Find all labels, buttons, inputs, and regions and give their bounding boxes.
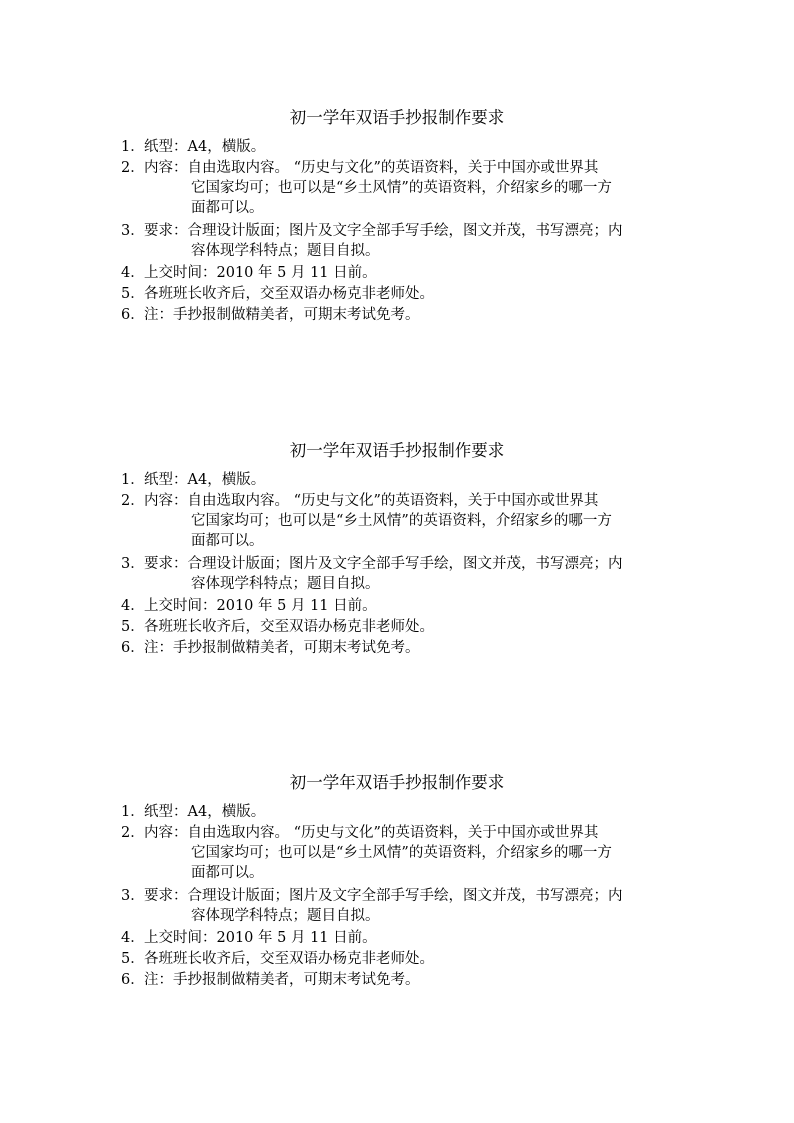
item-number: 4． <box>121 930 145 946</box>
item-text-continued: 面都可以。 <box>191 533 264 549</box>
item-number: 5． <box>121 619 145 635</box>
list-item <box>121 928 681 948</box>
item-number: 6． <box>121 972 145 988</box>
list-item <box>121 158 681 218</box>
list-item <box>121 823 681 883</box>
item-number: 6． <box>121 640 145 656</box>
item-text: 各班班长收齐后，交至双语办杨克非老师处。 <box>144 951 434 967</box>
item-text: 要求：合理设计版面；图片及文字全部手写手绘，图文并茂，书写漂亮；内 <box>144 223 623 239</box>
list-item <box>121 886 681 926</box>
item-number: 6． <box>121 307 145 323</box>
item-text: 内容：自由选取内容。 “历史与文化”的英语资料，关于中国亦或世界其 <box>144 493 599 509</box>
item-text-continued: 它国家均可；也可以是“乡土风情”的英语资料，介绍家乡的哪一方 <box>191 513 612 529</box>
list-item <box>121 491 681 551</box>
list-item <box>121 470 681 490</box>
item-text: 纸型：A4，横版。 <box>144 139 266 155</box>
list-item <box>121 596 681 616</box>
item-text-continued: 它国家均可；也可以是“乡土风情”的英语资料，介绍家乡的哪一方 <box>191 180 612 196</box>
item-text-continued: 它国家均可；也可以是“乡土风情”的英语资料，介绍家乡的哪一方 <box>191 845 612 861</box>
item-number: 3． <box>121 888 145 904</box>
item-number: 5． <box>121 951 145 967</box>
item-number: 4． <box>121 598 145 614</box>
list-item <box>121 970 681 990</box>
item-number: 3． <box>121 223 145 239</box>
list-item <box>121 949 681 969</box>
list-item <box>121 305 681 325</box>
item-text-continued: 容体现学科特点；题目自拟。 <box>191 908 380 924</box>
item-text: 各班班长收齐后，交至双语办杨克非老师处。 <box>144 286 434 302</box>
item-text-continued: 容体现学科特点；题目自拟。 <box>191 243 380 259</box>
item-text: 上交时间：2010 年 5 月 11 日前。 <box>144 930 377 946</box>
list-item <box>121 554 681 594</box>
item-text: 内容：自由选取内容。 “历史与文化”的英语资料，关于中国亦或世界其 <box>144 160 599 176</box>
item-number: 2． <box>121 825 145 841</box>
item-text-continued: 面都可以。 <box>191 200 264 216</box>
block-title: 初一学年双语手抄报制作要求 <box>289 108 505 127</box>
item-text: 要求：合理设计版面；图片及文字全部手写手绘，图文并茂，书写漂亮；内 <box>144 556 623 572</box>
item-number: 1． <box>121 804 145 820</box>
item-number: 2． <box>121 493 145 509</box>
item-text: 上交时间：2010 年 5 月 11 日前。 <box>144 598 377 614</box>
list-item <box>121 137 681 157</box>
list-item <box>121 263 681 283</box>
item-text: 纸型：A4，横版。 <box>144 472 266 488</box>
item-text-continued: 面都可以。 <box>191 865 264 881</box>
item-number: 3． <box>121 556 145 572</box>
item-text: 上交时间：2010 年 5 月 11 日前。 <box>144 265 377 281</box>
block-title: 初一学年双语手抄报制作要求 <box>289 441 505 460</box>
item-text: 注：手抄报制做精美者，可期末考试免考。 <box>144 640 420 656</box>
item-number: 5． <box>121 286 145 302</box>
item-number: 2． <box>121 160 145 176</box>
list-item <box>121 617 681 637</box>
item-number: 1． <box>121 472 145 488</box>
item-text: 内容：自由选取内容。 “历史与文化”的英语资料，关于中国亦或世界其 <box>144 825 599 841</box>
item-text-continued: 容体现学科特点；题目自拟。 <box>191 576 380 592</box>
item-text: 要求：合理设计版面；图片及文字全部手写手绘，图文并茂，书写漂亮；内 <box>144 888 623 904</box>
item-text: 各班班长收齐后，交至双语办杨克非老师处。 <box>144 619 434 635</box>
item-text: 注：手抄报制做精美者，可期末考试免考。 <box>144 307 420 323</box>
list-item <box>121 284 681 304</box>
item-text: 注：手抄报制做精美者，可期末考试免考。 <box>144 972 420 988</box>
list-item <box>121 802 681 822</box>
item-number: 4． <box>121 265 145 281</box>
item-text: 纸型：A4，横版。 <box>144 804 266 820</box>
list-item <box>121 638 681 658</box>
item-number: 1． <box>121 139 145 155</box>
list-item <box>121 221 681 261</box>
block-title: 初一学年双语手抄报制作要求 <box>289 773 505 792</box>
